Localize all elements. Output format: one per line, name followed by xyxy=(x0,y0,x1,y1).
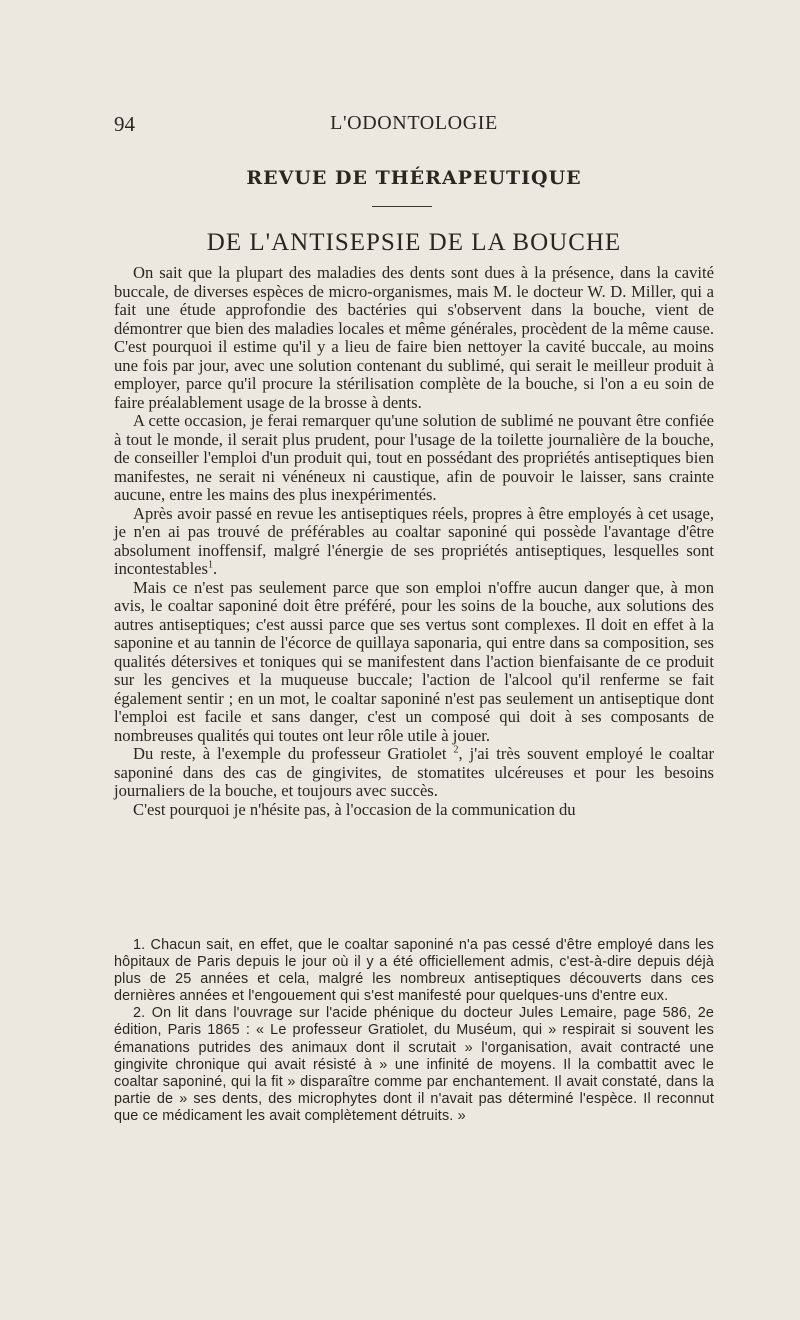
paragraph-3: Après avoir passé en revue les antiseptiques réels, propres à être employés à cet usage, je n'en ai pas trouvé de préférables au coaltar saponiné qui possède l'avantage d'être absolument inoffensif, malgré l'énergie de ses propriétés antiseptiques, lesquelles sont incontestables$^1$. xyxy=(114,503,714,578)
article-title: DE L'ANTISEPSIE DE LA BOUCHE xyxy=(206,229,622,256)
paragraph-2: A cette occasion, je ferai remarquer qu'une solution de sublimé ne pouvant être confiée à tout le monde, il serait plus prudent, pour l'usage de la toilette journalière de la bouche, de conseiller l'emploi d'un produit qui, tout en possédant des propriétés antiseptiques bien manifestes, ne serait ni vénéneux ni caustique, afin de pouvoir le laisser, sans crainte aucune, entre les mains des plus inexpérimentés. xyxy=(114,411,714,504)
article-body xyxy=(114,264,714,819)
footnote-ref-1: 1 xyxy=(208,559,214,571)
paragraph-5-text-end: , j'ai très souvent employé le coaltar saponiné dans des cas de gingivites, de stomatites ulcéreuses et pour les besoins journaliers de la bouche, et toujours avec succès. xyxy=(114,744,715,800)
running-head xyxy=(114,112,714,142)
footnotes xyxy=(114,937,714,1125)
title-divider xyxy=(372,206,432,207)
paragraph-6: C'est pourquoi je n'hésite pas, à l'occasion de la communication du xyxy=(133,799,576,819)
paragraph-1: On sait que la plupart des maladies des dents sont dues à la présence, dans la cavité buccale, de diverses espèces de micro-organismes, mais M. le docteur W. D. Miller, qui a fait une étude approfondie des bactéries qui s'observent dans la bouche, vient de démontrer que bien des maladies locales et même générales, procèdent de la même cause. C'est pourquoi il estime qu'il y a lieu de faire bien nettoyer la cavité buccale, au moins une fois par jour, avec une solution contenant du sublimé, qui serait le meilleur produit à employer, parce qu'il procure la stérilisation complète de la bouche, si l'on a eu soin de faire préalablement usage de la brosse à dents. xyxy=(114,263,714,412)
paragraph-5 xyxy=(114,745,714,801)
paragraph-5-text-start: Du reste, à l'exemple du professeur Gratiolet xyxy=(133,744,447,763)
journal-title: L'ODONTOLOGIE xyxy=(330,112,498,134)
paragraph-4: Mais ce n'est pas seulement parce que son emploi n'offre aucun danger que, à mon avis, le coaltar saponiné doit être préféré, pour les soins de la bouche, aux solutions des autres antiseptiques; c'est aussi parce que ses vertus sont complexes. Il doit en effet à la saponine et au tannin de l'écorce de quillaya saponaria, qui entre dans sa composition, ses qualités détersives et toniques qui se manifestent dans l'action bienfaisante de ce produit sur les gencives et la muqueuse buccale; l'action de l'alcool qu'il renferme se fait également sentir ; en un mot, le coaltar saponiné n'est pas seulement un antiseptique dont l'emploi est facile et sans danger, c'est un composé qui doit à ses composants de nombreuses qualités qui toutes ont leur rôle utile à jouer. xyxy=(114,577,714,745)
footnote-2: 2. On lit dans l'ouvrage sur l'acide phénique du docteur Jules Lemaire, page 586, 2e édition, Paris 1865 : « Le professeur Gratiolet, du Muséum, qui » respirait si souvent les émanations putrides des animaux dont il scrutait » l'organisation, avait contracté une gingivite chronique qui avait résisté à » une infinité de moyens. Il la combattit avec le coaltar saponiné, qui la fit » disparaître comme par enchantement. Il avait constaté, dans la partie de » ses dents, des microphytes dont il n'avait pas déterminé l'espèce. Il reconnut que ce médicament les avait complètement détruits. » xyxy=(114,1005,714,1124)
paragraph-3-text: Après avoir passé en revue les antiseptiques réels, propres à être employés à cet usage, je n'en ai pas trouvé de préférables au coaltar saponiné qui possède l'avantage d'être absolument inoffensif, malgré l'énergie de ses propriétés antiseptiques, lesquelles sont incontestables xyxy=(114,503,714,578)
section-title: REVUE DE THÉRAPEUTIQUE xyxy=(246,167,582,189)
footnote-1: 1. Chacun sait, en effet, que le coaltar saponiné n'a pas cessé d'être employé dans les hôpitaux de Paris depuis le jour où il y a été officiellement admis, c'est-à-dire depuis déjà plus de 25 années et cela, malgré les nombreux antiseptiques découverts dans ces dernières années et l'engouement qui s'est manifesté pour quelques-uns d'entre eux. xyxy=(114,937,714,1005)
page-number: 94 xyxy=(114,112,135,136)
footnote-ref-2: 2 xyxy=(453,744,459,756)
